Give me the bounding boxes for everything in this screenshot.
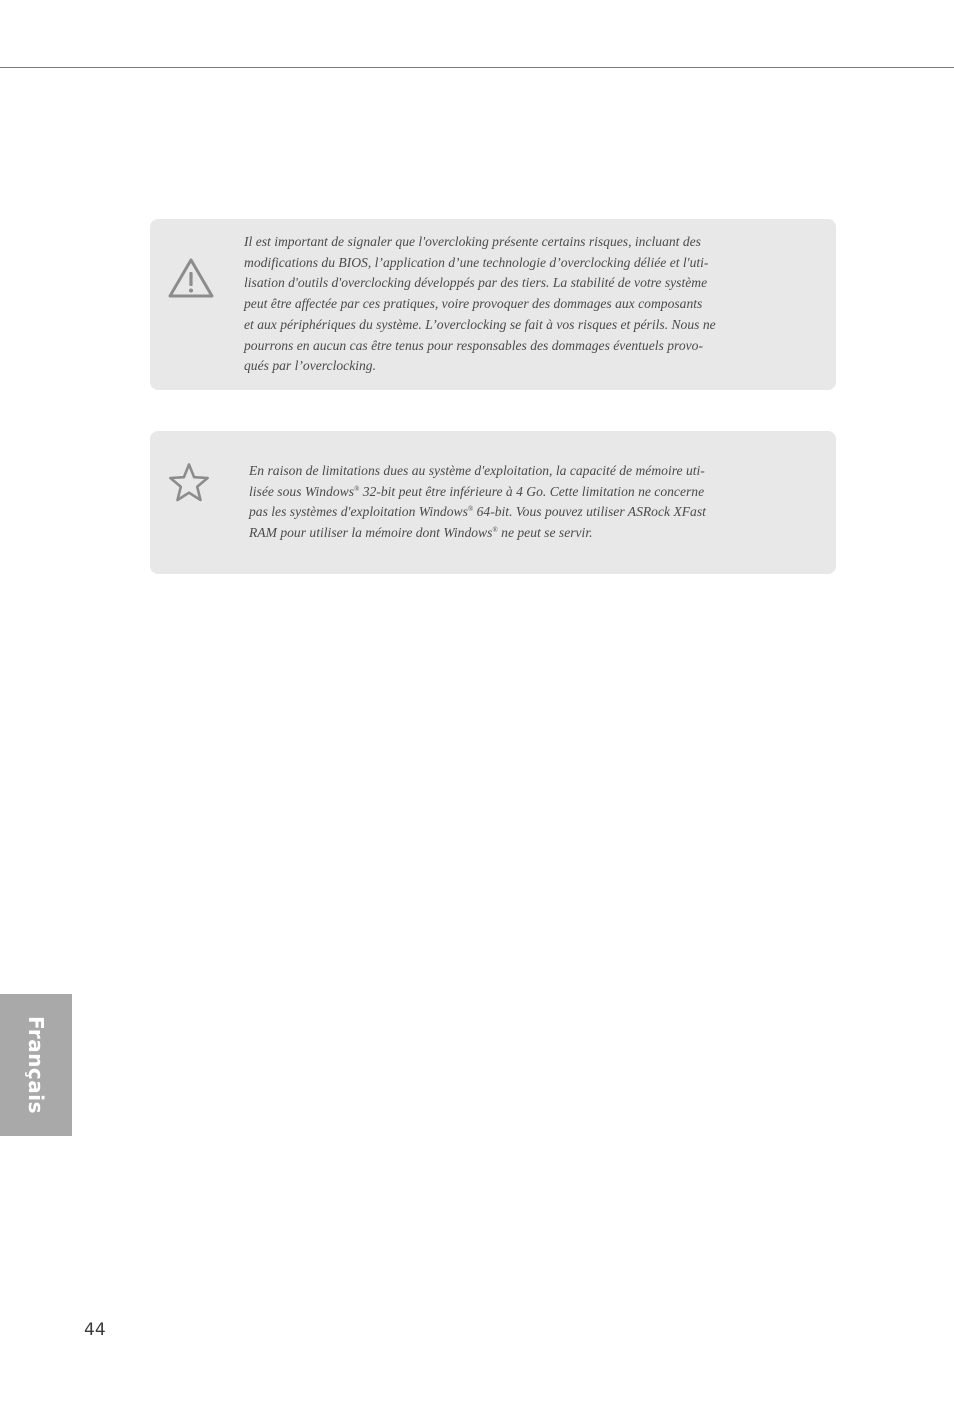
warning-notice bbox=[150, 219, 836, 390]
note-text-line: lisée sous Windows® 32-bit peut être inférieure à 4 Go. Cette limitation ne concerne bbox=[249, 483, 705, 499]
warning-icon bbox=[167, 257, 215, 299]
note-text-line: pas les systèmes d'exploitation Windows® 64-bit. Vous pouvez utiliser ASRock XFast bbox=[249, 504, 706, 520]
warning-text-line: modifications du BIOS, l’application d’une technologie d’overclocking déliée et l'uti- bbox=[244, 254, 709, 270]
warning-text-line: peut être affectée par ces pratiques, voire provoquer des dommages aux composants bbox=[244, 296, 703, 312]
warning-text bbox=[244, 232, 764, 377]
warning-text-line: lisation d'outils d'overclocking développés par des tiers. La stabilité de votre système bbox=[244, 275, 708, 291]
note-text bbox=[249, 461, 769, 544]
warning-text-line: pourrons en aucun cas être tenus pour responsables des dommages éventuels provo- bbox=[244, 337, 703, 353]
page-number: 44 bbox=[84, 1320, 106, 1340]
warning-text-line: Il est important de signaler que l'overcloking présente certains risques, incluant des bbox=[244, 234, 701, 249]
registered-mark: ® bbox=[467, 505, 474, 514]
warning-text-line: et aux périphériques du système. L’overclocking se fait à vos risques et périls. Nous ne bbox=[244, 316, 716, 332]
note-notice bbox=[150, 431, 836, 574]
registered-mark: ® bbox=[492, 526, 498, 535]
header-rule bbox=[0, 67, 954, 68]
language-tab bbox=[0, 994, 72, 1136]
registered-mark: ® bbox=[353, 484, 360, 493]
language-tab-label: Français bbox=[24, 1015, 48, 1115]
note-text-line: RAM pour utiliser la mémoire dont Windows® ne peut se servir. bbox=[249, 525, 593, 541]
note-text-line: En raison de limitations dues au système d'exploitation, la capacité de mémoire uti- bbox=[249, 463, 705, 478]
warning-text-line: qués par l’overclocking. bbox=[244, 358, 376, 374]
star-icon bbox=[167, 462, 211, 504]
